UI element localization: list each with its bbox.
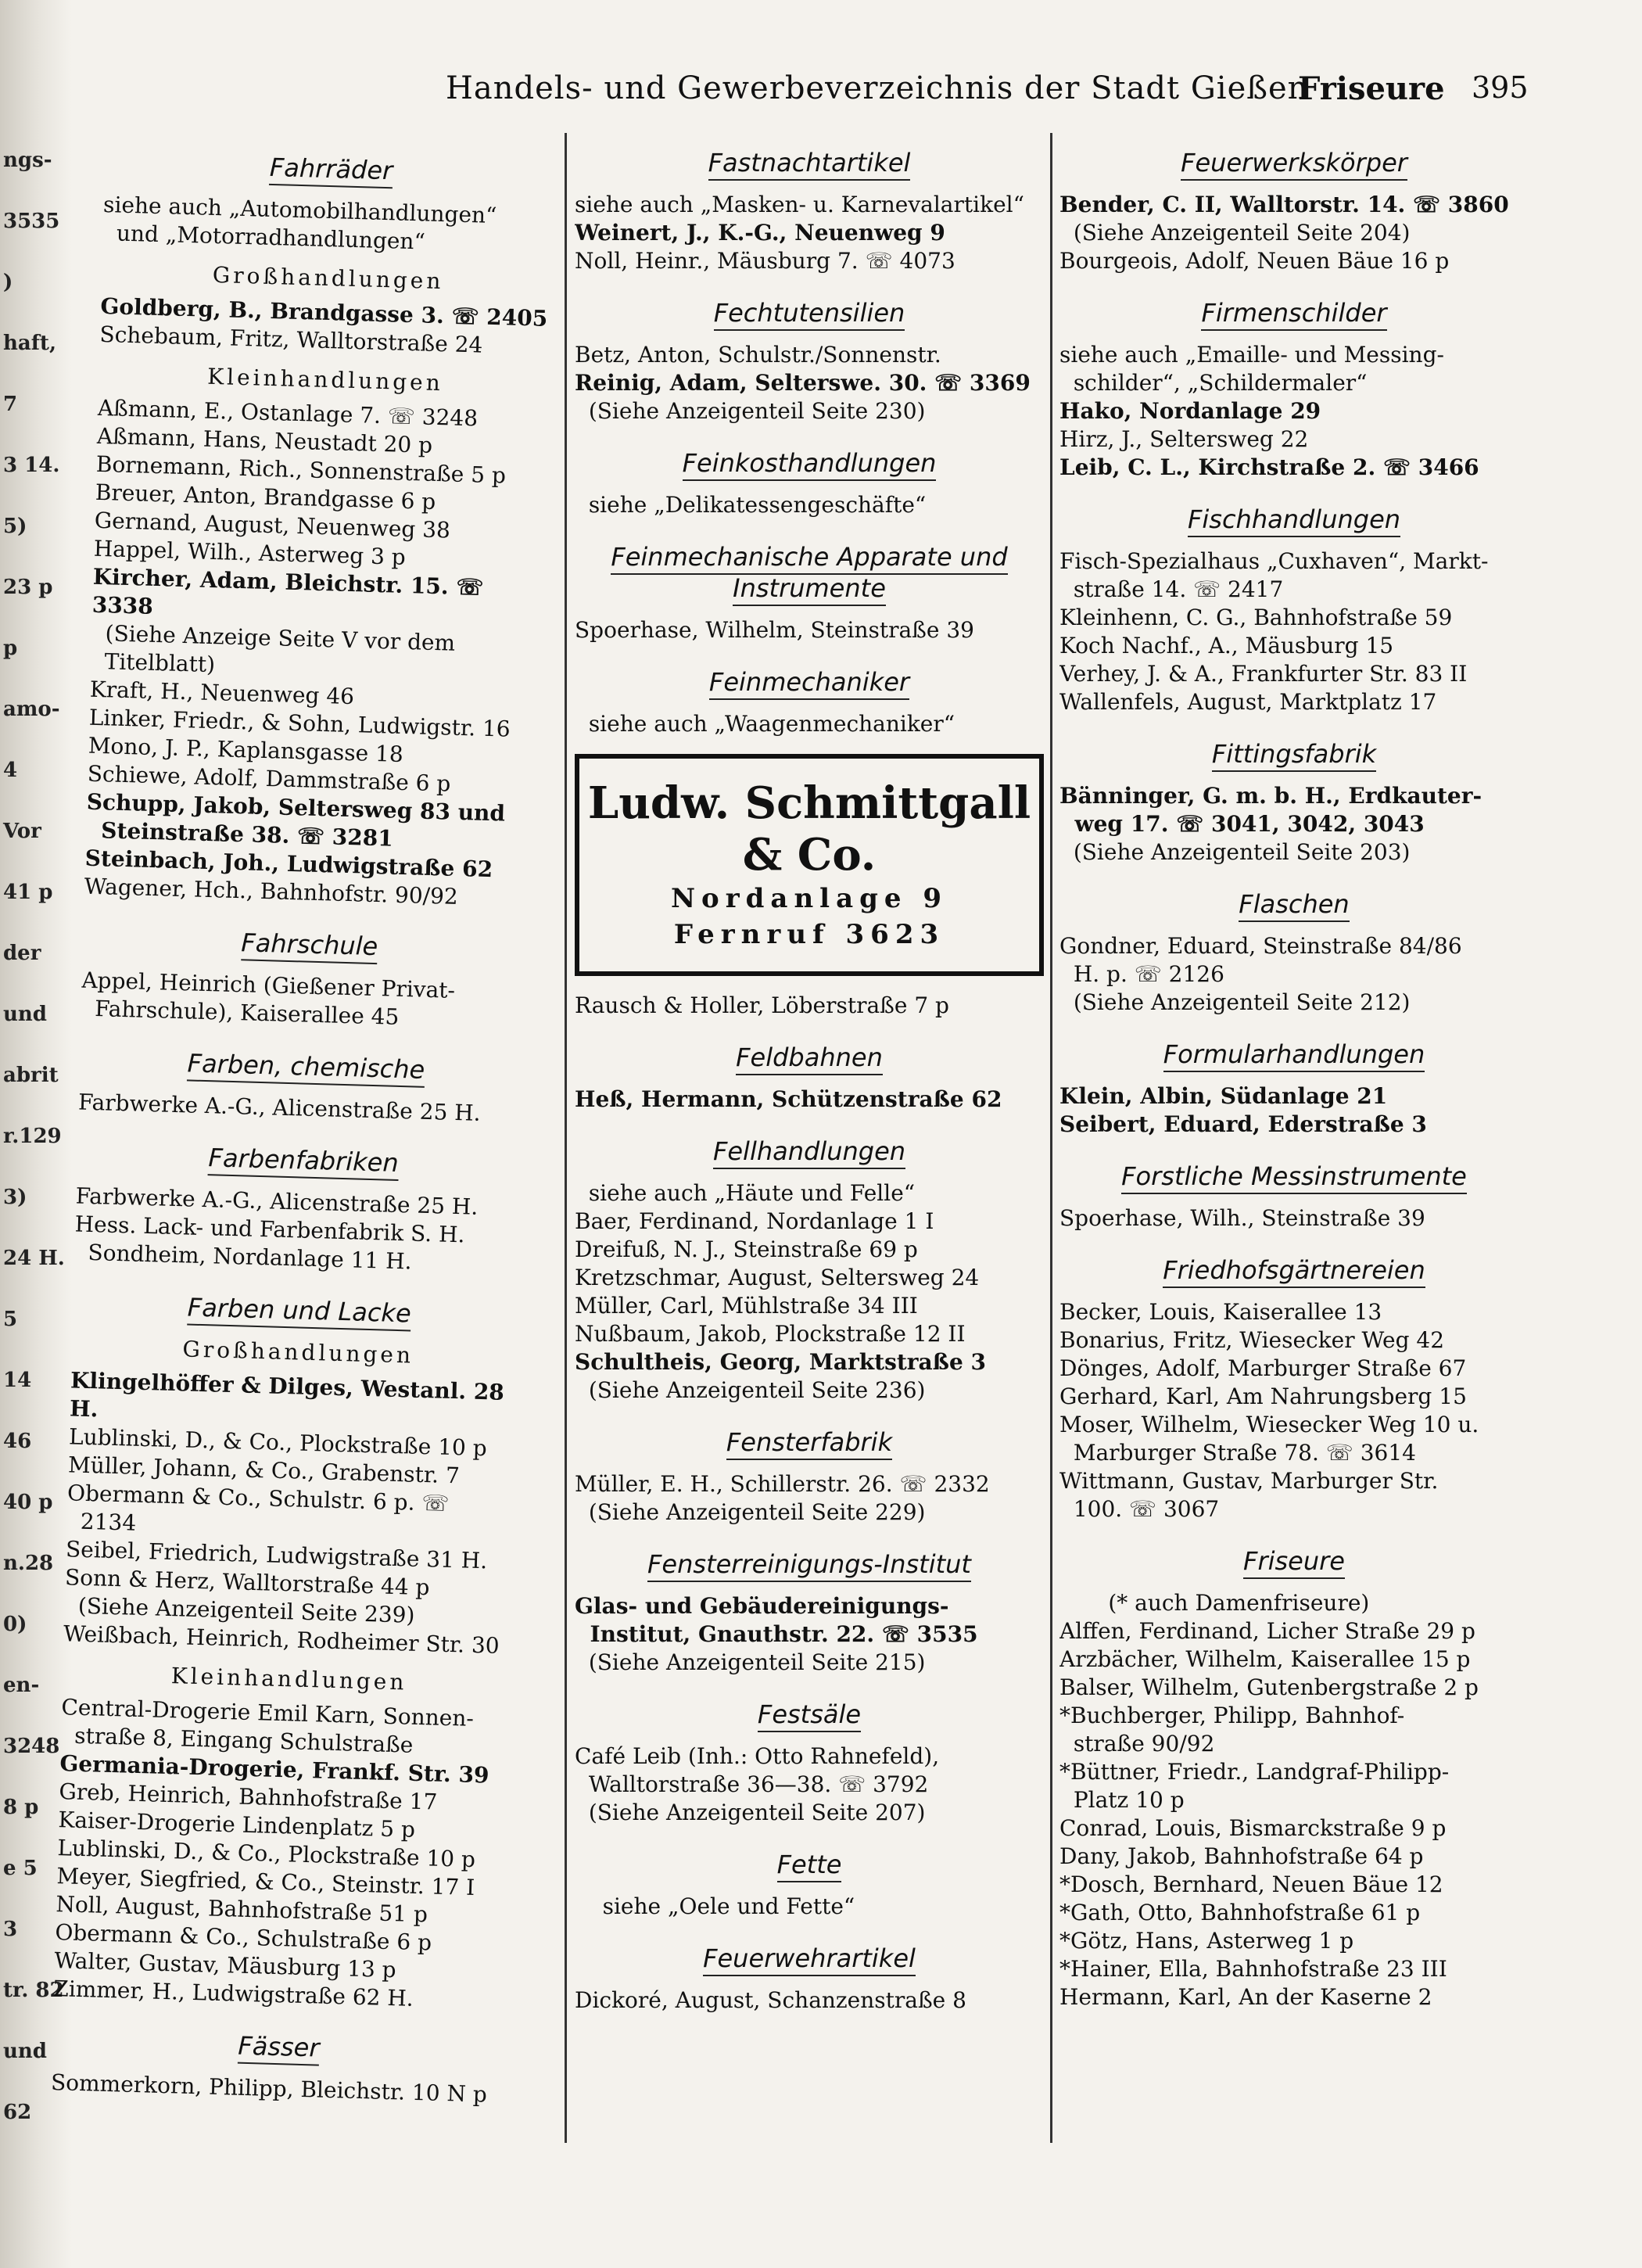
directory-entry: Hako, Nordanlage 29 xyxy=(1059,398,1321,424)
directory-entry: Nußbaum, Jakob, Plockstraße 12 II xyxy=(575,1321,966,1347)
directory-entry: Gernand, August, Neuenweg 38 xyxy=(94,507,451,544)
gutter-fragment: 8 p xyxy=(3,1796,39,1819)
section-heading xyxy=(575,1136,1044,1167)
directory-entry: Wagener, Hch., Bahnhofstr. 90/92 xyxy=(84,873,459,910)
directory-entry: Farbwerke A.-G., Alicenstraße 25 H. xyxy=(75,1182,479,1220)
directory-entry: Dönges, Adolf, Marburger Straße 67 xyxy=(1059,1355,1467,1381)
gutter-fragment: 41 p xyxy=(3,881,53,904)
section-heading-text: Fittingsfabrik xyxy=(1212,739,1376,772)
gutter-fragment: 3) xyxy=(3,1186,27,1209)
section-heading xyxy=(575,1943,1044,1974)
gutter-fragment: 3248 xyxy=(3,1735,60,1758)
directory-entry: Heß, Hermann, Schützenstraße 62 xyxy=(575,1086,1002,1112)
section-heading-text: Fellhandlungen xyxy=(713,1136,905,1169)
directory-entry: *Büttner, Friedr., Landgraf-Philipp- Platz 10 p xyxy=(1059,1759,1450,1813)
gutter-fragment: 46 xyxy=(3,1430,32,1453)
gutter-fragment: amo- xyxy=(3,698,60,721)
directory-entry: Balser, Wilhelm, Gutenbergstraße 2 p xyxy=(1059,1674,1479,1700)
directory-entry: Rausch & Holler, Löberstraße 7 p xyxy=(575,992,949,1018)
directory-entry: (Siehe Anzeigenteil Seite 230) xyxy=(575,398,926,424)
gutter-fragment: 5) xyxy=(3,515,27,538)
gutter-fragment: 14 xyxy=(3,1369,32,1392)
section-heading-text: Friseure xyxy=(1243,1546,1345,1579)
section-heading xyxy=(1059,888,1529,920)
directory-entry: *Buchberger, Philipp, Bahnhof- straße 90/92 xyxy=(1059,1703,1405,1757)
directory-entry: Weinert, J., K.-G., Neuenweg 9 xyxy=(575,220,945,246)
section-heading xyxy=(77,1138,531,1182)
section-heading-text: Feuerwerkskörper xyxy=(1181,148,1407,181)
directory-entry: Zimmer, H., Ludwigstraße 62 H. xyxy=(52,1976,414,2011)
section-heading xyxy=(575,666,1044,698)
directory-entry: Bonarius, Fritz, Wiesecker Weg 42 xyxy=(1059,1327,1445,1353)
subsection-label: Kleinhandlungen xyxy=(206,363,444,397)
directory-entry: Steinbach, Joh., Ludwigstraße 62 xyxy=(84,845,493,883)
subsection-label: Großhandlungen xyxy=(212,261,444,295)
column-rule-2 xyxy=(1050,133,1052,2143)
page-header xyxy=(446,70,1579,117)
directory-entry: Wallenfels, August, Marktplatz 17 xyxy=(1059,689,1437,715)
gutter-fragment: 4 xyxy=(3,759,18,782)
gutter-fragment: 5 xyxy=(3,1308,18,1331)
gutter-fragment: en- xyxy=(3,1674,40,1697)
directory-entry: Spoerhase, Wilhelm, Steinstraße 39 xyxy=(575,617,974,643)
directory-entry: Hess. Lack- und Farbenfabrik S. H. Sondheim, Nordanlage 11 H. xyxy=(73,1211,465,1275)
header-section: Friseure xyxy=(1298,70,1445,107)
directory-entry: Seibel, Friedrich, Ludwigstraße 31 H. xyxy=(65,1536,488,1574)
directory-entry: Farbwerke A.-G., Alicenstraße 25 H. xyxy=(77,1089,482,1126)
directory-entry: Müller, Carl, Mühlstraße 34 III xyxy=(575,1293,918,1319)
directory-entry: Fisch-Spezialhaus „Cuxhaven“, Markt- straße 14. ☏ 2417 xyxy=(1059,548,1489,602)
directory-entry: *Götz, Hans, Asterweg 1 p xyxy=(1059,1928,1354,1954)
section-heading xyxy=(1059,147,1529,178)
directory-entry: Noll, August, Bahnhofstraße 51 p xyxy=(56,1891,428,1928)
directory-entry: (Siehe Anzeigenteil Seite 236) xyxy=(575,1377,926,1403)
directory-entry: Kraft, H., Neuenweg 46 xyxy=(89,676,355,710)
directory-entry: Spoerhase, Wilh., Steinstraße 39 xyxy=(1059,1205,1425,1231)
section-heading xyxy=(575,1548,1044,1580)
section-heading xyxy=(575,1849,1044,1880)
directory-entry: Alffen, Ferdinand, Licher Straße 29 p xyxy=(1059,1618,1475,1644)
directory-entry: Café Leib (Inh.: Otto Rahnefeld), Walltorstraße 36—38. ☏ 3792 xyxy=(575,1743,940,1797)
gutter-fragment: 7 xyxy=(3,393,18,416)
gutter-fragment: 62 xyxy=(3,2101,32,2124)
subsection-label: Kleinhandlungen xyxy=(170,1663,407,1696)
section-heading xyxy=(1059,1545,1529,1577)
directory-entry: Becker, Louis, Kaiserallee 13 xyxy=(1059,1299,1382,1325)
section-heading-text: Friedhofsgärtnereien xyxy=(1163,1255,1425,1288)
section-heading-text: Fischhandlungen xyxy=(1188,504,1400,537)
directory-entry: (Siehe Anzeigenteil Seite 207) xyxy=(575,1800,926,1825)
directory-entry: Bender, C. II, Walltorstr. 14. ☏ 3860 xyxy=(1059,192,1509,217)
header-title: Handels- und Gewerbeverzeichnis der Stadt Gießen xyxy=(446,70,1309,106)
section-heading-text: Farbenfabriken xyxy=(208,1143,399,1181)
directory-entry: Goldberg, B., Brandgasse 3. ☏ 2405 xyxy=(100,292,548,332)
directory-entry: Kretzschmar, August, Seltersweg 24 xyxy=(575,1265,980,1290)
directory-entry: Bornemann, Rich., Sonnenstraße 5 p xyxy=(95,450,507,489)
section-heading-text: Formularhandlungen xyxy=(1163,1039,1425,1072)
directory-entry: Müller, E. H., Schillerstr. 26. ☏ 2332 xyxy=(575,1471,990,1497)
directory-entry: Noll, Heinr., Mäusburg 7. ☏ 4073 xyxy=(575,248,955,274)
directory-entry: Glas- und Gebäudereinigungs- Institut, Gnauthstr. 22. ☏ 3535 xyxy=(575,1593,978,1647)
directory-entry: Aßmann, Hans, Neustadt 20 p xyxy=(96,422,433,458)
gutter-fragment: e 5 xyxy=(3,1857,38,1880)
gutter-fragment: und xyxy=(3,2040,47,2063)
gutter-fragment: 3535 xyxy=(3,210,60,233)
directory-entry: Baer, Ferdinand, Nordanlage 1 I xyxy=(575,1208,934,1234)
directory-entry: Verhey, J. & A., Frankfurter Str. 83 II xyxy=(1059,661,1468,687)
directory-entry: Arzbächer, Wilhelm, Kaiserallee 15 p xyxy=(1059,1646,1471,1672)
directory-entry: Meyer, Siegfried, & Co., Steinstr. 17 I xyxy=(56,1863,475,1901)
directory-entry: (Siehe Anzeigenteil Seite 212) xyxy=(1059,989,1411,1015)
section-heading xyxy=(1059,1254,1529,1286)
section-heading-text: Fensterreinigungs-Institut xyxy=(647,1549,971,1582)
directory-entry: Mono, J. P., Kaplansgasse 18 xyxy=(88,732,404,767)
directory-entry: siehe auch „Masken- u. Karnevalartikel“ xyxy=(575,192,1024,217)
subsection-label: Großhandlungen xyxy=(182,1336,414,1369)
gutter-fragment: 3 xyxy=(3,1918,18,1941)
column-rule-1 xyxy=(565,133,567,2143)
directory-entry: Sommerkorn, Philipp, Bleichstr. 10 N p xyxy=(50,2069,488,2108)
gutter-fragment: r.129 xyxy=(3,1125,62,1148)
directory-entry: *Hainer, Ella, Bahnhofstraße 23 III xyxy=(1059,1956,1447,1982)
ad-phone: Fernruf 3623 xyxy=(673,919,945,950)
section-heading xyxy=(575,541,1044,604)
gutter-fragment: der xyxy=(3,942,41,965)
directory-entry: *Dosch, Bernhard, Neuen Bäue 12 xyxy=(1059,1871,1443,1897)
directory-entry: Wittmann, Gustav, Marburger Str. 100. ☏ 3067 xyxy=(1059,1468,1439,1522)
section-heading xyxy=(104,147,558,191)
section-heading-text: Forstliche Messinstrumente xyxy=(1121,1161,1467,1194)
section-heading-text: Fässer xyxy=(238,2031,320,2066)
directory-entry: Klingelhöffer & Dilges, Westanl. 28 H. xyxy=(69,1367,513,1423)
gutter-fragment: ngs- xyxy=(3,149,52,172)
directory-entry: Schebaum, Fritz, Walltorstraße 24 xyxy=(99,321,483,358)
gutter-fragment: 0) xyxy=(3,1613,27,1636)
section-heading xyxy=(82,923,536,967)
directory-entry: Hermann, Karl, An der Kaserne 2 xyxy=(1059,1984,1432,2010)
directory-entry: Leib, C. L., Kirchstraße 2. ☏ 3466 xyxy=(1059,454,1479,480)
section-heading-text: Feuerwehrartikel xyxy=(703,1943,916,1976)
ad-company-name: Ludw. Schmittgall & Co. xyxy=(587,777,1031,881)
page-number: 395 xyxy=(1472,70,1529,105)
directory-entry: (Siehe Anzeige Seite V vor dem Titelblatt) xyxy=(90,619,456,678)
directory-entry: Dickoré, August, Schanzenstraße 8 xyxy=(575,1987,966,2013)
directory-entry: Reinig, Adam, Selterswe. 30. ☏ 3369 xyxy=(575,370,1031,396)
directory-entry: Lublinski, D., & Co., Plockstraße 10 p xyxy=(68,1423,488,1462)
directory-entry: siehe „Delikatessengeschäfte“ xyxy=(575,492,927,518)
section-heading xyxy=(52,2025,506,2069)
section-heading xyxy=(1059,1161,1529,1192)
section-heading xyxy=(1059,297,1529,328)
section-heading xyxy=(575,447,1044,479)
gutter-fragment: abrit xyxy=(3,1064,59,1087)
directory-entry: Walter, Gustav, Mäusburg 13 p xyxy=(53,1947,397,1983)
directory-entry: (Siehe Anzeigenteil Seite 215) xyxy=(575,1649,926,1675)
section-heading-text: Feinmechanische Apparate und Instrumente xyxy=(611,542,1007,606)
section-heading-text: Farben und Lacke xyxy=(187,1293,411,1332)
directory-entry: Bourgeois, Adolf, Neuen Bäue 16 p xyxy=(1059,248,1450,274)
directory-entry: Moser, Wilhelm, Wiesecker Weg 10 u. Marburger Straße 78. ☏ 3614 xyxy=(1059,1412,1479,1466)
gutter-fragment: p xyxy=(3,637,18,660)
directory-entry: Schiewe, Adolf, Dammstraße 6 p xyxy=(87,760,451,797)
directory-entry: siehe auch „Häute und Felle“ xyxy=(575,1180,916,1206)
section-heading xyxy=(1059,1039,1529,1070)
gutter-fragment: 23 p xyxy=(3,576,53,599)
directory-entry: (Siehe Anzeigenteil Seite 204) xyxy=(1059,220,1411,246)
directory-entry: Weißbach, Heinrich, Rodheimer Str. 30 xyxy=(63,1620,500,1659)
section-heading xyxy=(575,1699,1044,1730)
section-heading xyxy=(575,1042,1044,1073)
directory-entry: Bänninger, G. m. b. H., Erdkauter- weg 17. ☏ 3041, 3042, 3043 xyxy=(1059,783,1482,837)
gutter-fragment: ) xyxy=(3,271,13,294)
directory-entry: Central-Drogerie Emil Karn, Sonnen- straße 8, Eingang Schulstraße xyxy=(60,1694,475,1758)
section-heading xyxy=(1059,738,1529,770)
section-heading xyxy=(79,1045,533,1089)
directory-entry: (* auch Damenfriseure) xyxy=(1059,1590,1370,1616)
directory-entry: Sonn & Herz, Walltorstraße 44 p (Siehe Anzeigenteil Seite 239) xyxy=(63,1564,430,1628)
ad-address: Nordanlage 9 xyxy=(670,883,948,914)
directory-entry: Kircher, Adam, Bleichstr. 15. ☏ 3338 xyxy=(91,563,492,619)
section-heading-text: Flaschen xyxy=(1239,889,1349,922)
section-heading xyxy=(72,1288,526,1332)
column-left xyxy=(48,125,558,2170)
section-heading-text: Fahrräder xyxy=(269,153,393,188)
advertisement-box xyxy=(575,754,1044,976)
directory-entry: Gondner, Eduard, Steinstraße 84/86 H. p. ☏ 2126 xyxy=(1059,933,1462,987)
gutter-fragment: Vor xyxy=(3,820,41,843)
directory-entry: Schupp, Jakob, Seltersweg 83 und Steinstraße 38. ☏ 3281 xyxy=(85,788,506,852)
directory-entry: Breuer, Anton, Brandgasse 6 p xyxy=(95,479,436,515)
gutter-fragment: 24 H. xyxy=(3,1247,65,1270)
section-heading-text: Firmenschilder xyxy=(1201,298,1386,331)
section-heading-text: Feinmechaniker xyxy=(709,667,909,700)
directory-entry: Linker, Friedr., & Sohn, Ludwigstr. 16 xyxy=(88,704,511,742)
section-heading-text: Fette xyxy=(777,1850,842,1882)
section-heading-text: Farben, chemische xyxy=(187,1048,425,1087)
directory-entry: Kleinhenn, C. G., Bahnhofstraße 59 xyxy=(1059,605,1453,630)
directory-entry: Dany, Jakob, Bahnhofstraße 64 p xyxy=(1059,1843,1424,1869)
directory-entry: Seibert, Eduard, Ederstraße 3 xyxy=(1059,1111,1427,1137)
directory-entry: Appel, Heinrich (Gießener Privat- Fahrschule), Kaiserallee 45 xyxy=(81,967,456,1030)
section-heading xyxy=(575,147,1044,178)
section-heading-text: Fahrschule xyxy=(241,928,378,964)
gutter-fragment: 3 14. xyxy=(3,454,60,477)
section-heading-text: Feldbahnen xyxy=(736,1042,883,1075)
directory-entry: *Gath, Otto, Bahnhofstraße 61 p xyxy=(1059,1900,1421,1925)
directory-entry: Müller, Johann, & Co., Grabenstr. 7 xyxy=(67,1452,461,1489)
directory-entry: siehe auch „Emaille- und Messing- schilder“, „Schildermaler“ xyxy=(1059,342,1444,396)
directory-entry: Klein, Albin, Südanlage 21 xyxy=(1059,1083,1388,1109)
column-middle xyxy=(575,125,1044,2159)
directory-entry: Betz, Anton, Schulstr./Sonnenstr. xyxy=(575,342,941,368)
section-heading-text: Fensterfabrik xyxy=(726,1427,892,1460)
column-right xyxy=(1059,125,1529,2159)
section-heading-text: Festsäle xyxy=(758,1699,861,1732)
section-heading-text: Feinkosthandlungen xyxy=(683,448,937,481)
directory-entry: Obermann & Co., Schulstr. 6 p. ☏ 2134 xyxy=(66,1480,450,1536)
directory-entry: Happel, Wilh., Asterweg 3 p xyxy=(93,535,407,570)
section-heading xyxy=(575,1426,1044,1458)
gutter-fragment: tr. 82 xyxy=(3,1979,64,2002)
directory-entry: siehe „Oele und Fette“ xyxy=(575,1893,855,1919)
directory-entry: Greb, Heinrich, Bahnhofstraße 17 xyxy=(59,1778,438,1815)
directory-entry: Schultheis, Georg, Marktstraße 3 xyxy=(575,1349,986,1375)
directory-entry: (Siehe Anzeigenteil Seite 203) xyxy=(1059,839,1411,865)
section-heading-text: Fechtutensilien xyxy=(714,298,905,331)
gutter-fragment: 40 p xyxy=(3,1491,53,1514)
directory-entry: Lublinski, D., & Co., Plockstraße 10 p xyxy=(57,1835,476,1873)
gutter-fragment: haft, xyxy=(3,332,56,355)
section-heading-text: Fastnachtartikel xyxy=(708,148,911,181)
directory-entry: (Siehe Anzeigenteil Seite 229) xyxy=(575,1499,926,1525)
directory-entry: siehe auch „Waagenmechaniker“ xyxy=(575,711,955,737)
directory-entry: siehe auch „Automobilhandlungen“ und „Motorradhandlungen“ xyxy=(102,191,497,255)
directory-entry: Kaiser-Drogerie Lindenplatz 5 p xyxy=(58,1807,416,1843)
gutter-fragment: n.28 xyxy=(3,1552,54,1575)
directory-entry: Koch Nachf., A., Mäusburg 15 xyxy=(1059,633,1394,659)
gutter-fragment: und xyxy=(3,1003,47,1026)
directory-entry: Obermann & Co., Schulstraße 6 p xyxy=(54,1919,432,1956)
directory-entry: Aßmann, E., Ostanlage 7. ☏ 3248 xyxy=(97,394,479,432)
directory-entry: Germania-Drogerie, Frankf. Str. 39 xyxy=(59,1750,489,1789)
section-heading xyxy=(575,297,1044,328)
directory-entry: Hirz, J., Seltersweg 22 xyxy=(1059,426,1309,452)
directory-entry: Gerhard, Karl, Am Nahrungsberg 15 xyxy=(1059,1383,1467,1409)
section-heading xyxy=(1059,504,1529,535)
directory-entry: Dreifuß, N. J., Steinstraße 69 p xyxy=(575,1236,918,1262)
directory-entry: Conrad, Louis, Bismarckstraße 9 p xyxy=(1059,1815,1447,1841)
